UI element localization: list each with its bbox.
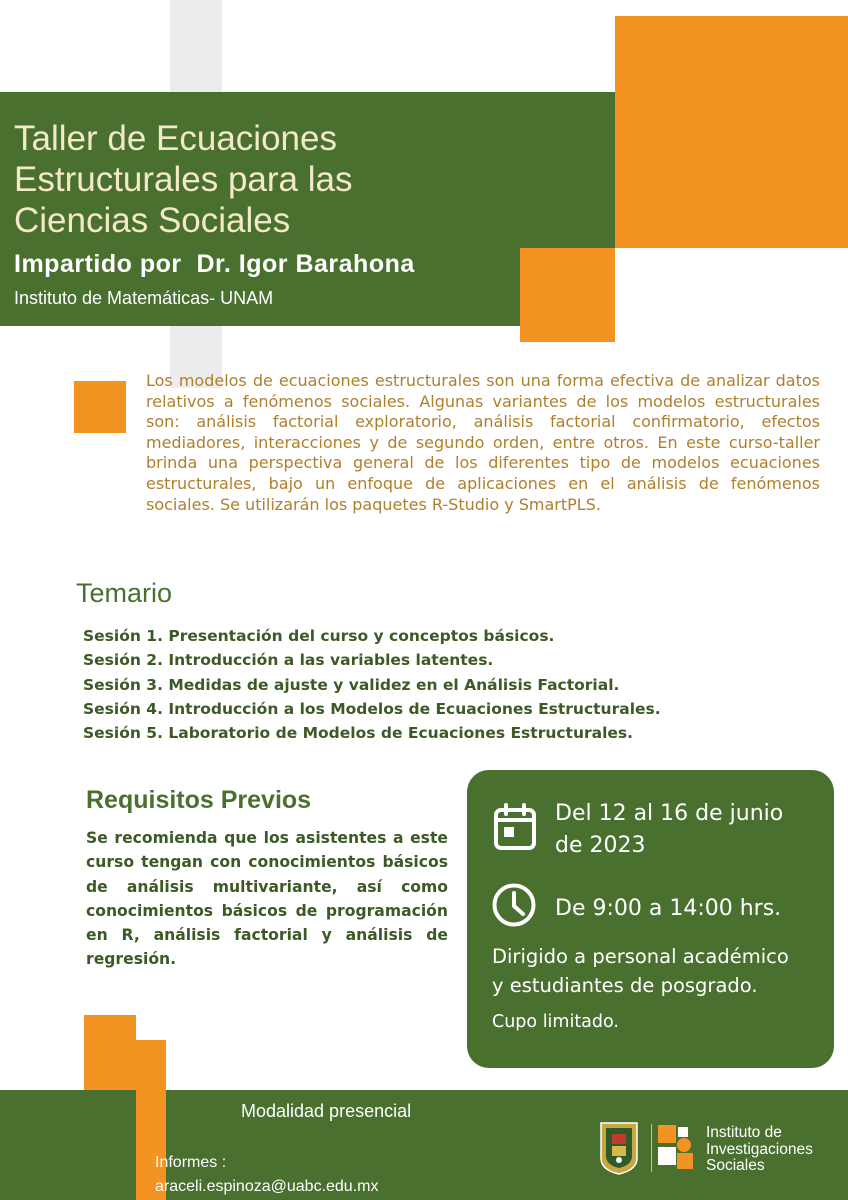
session-item-4: Sesión 4. Introducción a los Modelos de Ecuaciones Estructurales. (83, 699, 661, 718)
cupo-limitado: Cupo limitado. (492, 1012, 619, 1032)
audience (492, 942, 832, 1000)
institute-line-1: Instituto de (706, 1124, 782, 1141)
iis-logo-icon (656, 1123, 698, 1173)
footer-logo-divider (651, 1124, 652, 1172)
decor-grey-bar-top (170, 0, 222, 92)
session-item-5: Sesión 5. Laboratorio de Modelos de Ecuaciones Estructurales. (83, 724, 634, 743)
session-item-2: Sesión 2. Introducción a las variables latentes. (83, 651, 494, 670)
intro-paragraph: Los modelos de ecuaciones estructurales son una forma efectiva de analizar datos relativos a fenómenos sociales. Algunas variantes de los modelos estructurales son: análisis factorial exploratorio, análisis factorial confirmatorio, efectos mediadores, interacciones y de segundo orden, entre otros. En este curso-taller brinda una perspectiva general de los diferentes tipo de modelos ecuaciones estructurales, bajo un enfoque de aplicaciones en el análisis de fenómenos sociales. Se utilizarán los paquetes R-Studio y SmartPLS. (146, 371, 820, 514)
uabc-seal-icon (598, 1120, 640, 1176)
decor-orange-square-mid (520, 248, 615, 342)
decor-orange-block-bottom-1 (84, 1015, 136, 1090)
audience-line-2: y estudiantes de posgrado. (492, 974, 758, 997)
page-title (14, 118, 574, 241)
event-date (555, 798, 825, 862)
event-date-line-2: de 2023 (555, 833, 646, 858)
session-item-1: Sesión 1. Presentación del curso y conceptos básicos. (83, 627, 555, 645)
event-date-line-1: Del 12 al 16 de junio (555, 801, 784, 826)
audience-line-1: Dirigido a personal académico (492, 945, 789, 968)
institute-line-2: Investigaciones (706, 1140, 813, 1158)
affiliation: Instituto de Matemáticas- UNAM (14, 288, 274, 308)
clock-icon (491, 882, 537, 928)
session-item-3: Sesión 3. Medidas de ajuste y validez en el Análisis Factorial. (83, 675, 620, 694)
decor-orange-square-top (615, 16, 848, 248)
title-line-2: Estructurales para las (14, 160, 353, 199)
title-line-1: Taller de Ecuaciones (14, 119, 337, 158)
institute-name (706, 1125, 813, 1175)
instructor: Impartido por Dr. Igor Barahona (14, 250, 415, 278)
informes-label: Informes : (155, 1154, 227, 1171)
decor-orange-square-small (74, 381, 126, 433)
title-line-3: Ciencias Sociales (14, 201, 291, 240)
calendar-icon (493, 803, 537, 851)
decor-orange-block-bottom-2 (136, 1040, 166, 1090)
requisitos-text: Se recomienda que los asistentes a este curso tengan con conocimientos básicos de análisis multivariante, así como conocimientos básicos de programación en R, análisis factorial y análisis de regresión. (86, 829, 448, 969)
temario-heading: Temario (76, 578, 173, 608)
modalidad: Modalidad presencial (241, 1101, 412, 1121)
event-time: De 9:00 a 14:00 hrs. (555, 896, 782, 921)
institute-line-3: Sociales (706, 1157, 765, 1174)
requisitos-heading: Requisitos Previos (86, 786, 312, 814)
informes-email[interactable]: araceli.espinoza@uabc.edu.mx (155, 1178, 379, 1195)
session-list (83, 624, 661, 745)
